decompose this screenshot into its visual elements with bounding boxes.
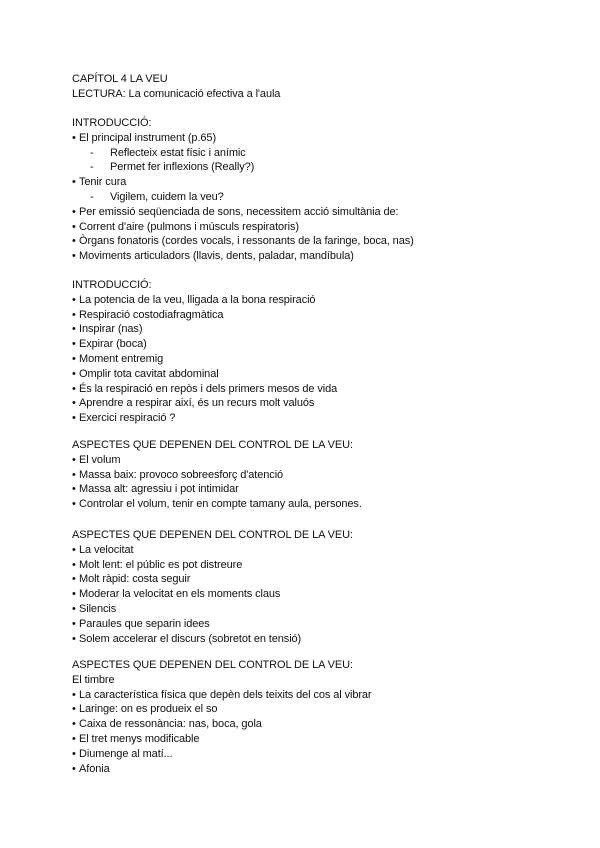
- item-text: Paraules que separin idees: [79, 618, 210, 630]
- item-text: Respiració costodiafragmàtica: [79, 309, 224, 321]
- list-item: [72, 249, 354, 263]
- bullet-marker: •: [72, 338, 76, 350]
- list-item: [72, 688, 371, 702]
- bullet-marker: •: [72, 454, 76, 466]
- list-item: [72, 352, 163, 366]
- item-text: Òrgans fonatoris (cordes vocals, i ressonants de la faringe, boca, nas): [79, 235, 414, 247]
- bullet-marker: •: [72, 368, 76, 380]
- item-text: Exercici respiració ?: [79, 412, 176, 424]
- sub-list-item: [90, 160, 255, 174]
- item-text: Expirar (boca): [79, 338, 147, 350]
- bullet-marker: •: [72, 323, 76, 335]
- bullet-marker: •: [72, 353, 76, 365]
- reading-title: LECTURA: La comunicació efectiva a l'aula: [72, 88, 281, 100]
- bullet-marker: •: [72, 309, 76, 321]
- list-item: [72, 234, 414, 248]
- section-heading: ASPECTES QUE DEPENEN DEL CONTROL DE LA VEU:: [72, 659, 353, 671]
- item-text: Molt lent: el públic es pot distreure: [79, 559, 243, 571]
- bullet-marker: •: [72, 176, 76, 188]
- bullet-marker: •: [72, 397, 76, 409]
- item-text: La característica física que depèn dels teixits del cos al vibrar: [79, 689, 372, 701]
- item-text: Caixa de ressonància: nas, boca, gola: [79, 718, 262, 730]
- list-item: [72, 220, 299, 234]
- list-item: [72, 702, 217, 716]
- bullet-marker: •: [72, 294, 76, 306]
- bullet-marker: •: [72, 383, 76, 395]
- bullet-marker: •: [72, 689, 76, 701]
- dash-marker: -: [90, 191, 94, 203]
- item-text: Diumenge al matí...: [79, 748, 173, 760]
- item-text: Tenir cura: [79, 176, 127, 188]
- item-text: Omplir tota cavitat abdominal: [79, 368, 219, 380]
- list-item: [72, 717, 262, 731]
- sub-list-item: [90, 190, 224, 204]
- list-item: [72, 497, 362, 511]
- item-text: Moderar la velocitat en els moments claus: [79, 588, 281, 600]
- sub-list-item: [90, 146, 246, 160]
- list-item: [72, 558, 242, 572]
- list-item: [72, 673, 115, 687]
- list-item: [72, 382, 337, 396]
- section-heading: ASPECTES QUE DEPENEN DEL CONTROL DE LA VEU:: [72, 529, 353, 541]
- bullet-marker: •: [72, 483, 76, 495]
- bullet-marker: •: [72, 733, 76, 745]
- list-item: [72, 747, 172, 761]
- bullet-marker: •: [72, 221, 76, 233]
- item-text: Corrent d'aire (pulmons i músculs respiratoris): [79, 221, 299, 233]
- list-item: [72, 322, 142, 336]
- list-item: [72, 572, 190, 586]
- bullet-marker: •: [72, 703, 76, 715]
- list-item: [72, 293, 315, 307]
- bullet-marker: •: [72, 469, 76, 481]
- item-text: Massa baix: provoco sobreesforç d'atenció: [79, 469, 284, 481]
- list-item: [72, 543, 133, 557]
- dash-marker: -: [90, 147, 94, 159]
- list-item: [72, 587, 280, 601]
- item-text: Controlar el volum, tenir en compte tamany aula, persones.: [79, 498, 362, 510]
- bullet-marker: •: [72, 763, 76, 775]
- item-text: Laringe: on es produeix el so: [79, 703, 218, 715]
- bullet-marker: •: [72, 633, 76, 645]
- item-text: La potencia de la veu, lligada a la bona respiració: [79, 294, 316, 306]
- list-item: [72, 396, 314, 410]
- bullet-marker: •: [72, 498, 76, 510]
- bullet-marker: •: [72, 718, 76, 730]
- section-heading: INTRODUCCIÓ:: [72, 117, 152, 129]
- list-item: [72, 131, 216, 145]
- bullet-marker: •: [72, 132, 76, 144]
- bullet-marker: •: [72, 618, 76, 630]
- item-text: Moviments articuladors (llavis, dents, paladar, mandíbula): [79, 250, 354, 262]
- item-text: És la respiració en repòs i dels primers mesos de vida: [79, 383, 338, 395]
- item-text: Afonia: [79, 763, 110, 775]
- list-item: [72, 453, 120, 467]
- item-text: El volum: [79, 454, 121, 466]
- list-item: [72, 617, 210, 631]
- list-item: [72, 367, 219, 381]
- item-text: Solem accelerar el discurs (sobretot en tensió): [79, 633, 302, 645]
- bullet-marker: •: [72, 544, 76, 556]
- bullet-marker: •: [72, 748, 76, 760]
- item-text: La velocitat: [79, 544, 134, 556]
- bullet-marker: •: [72, 235, 76, 247]
- item-text: El principal instrument (p.65): [79, 132, 217, 144]
- item-text: El timbre: [72, 674, 115, 686]
- item-text: Permet fer inflexions (Really?): [110, 161, 255, 173]
- bullet-marker: •: [72, 412, 76, 424]
- list-item: [72, 602, 116, 616]
- item-text: Molt ràpid: costa seguir: [79, 573, 191, 585]
- list-item: [72, 308, 223, 322]
- dash-marker: -: [90, 161, 94, 173]
- list-item: [72, 337, 147, 351]
- item-text: Moment entremig: [79, 353, 164, 365]
- bullet-marker: •: [72, 559, 76, 571]
- bullet-marker: •: [72, 603, 76, 615]
- item-text: Reflecteix estat físic i anímic: [110, 147, 246, 159]
- section-heading: ASPECTES QUE DEPENEN DEL CONTROL DE LA VEU:: [72, 439, 353, 451]
- list-item: [72, 482, 239, 496]
- section-heading: INTRODUCCIÓ:: [72, 279, 152, 291]
- list-item: [72, 732, 199, 746]
- item-text: Massa alt: agressiu i pot intimidar: [79, 483, 239, 495]
- item-text: Inspirar (nas): [79, 323, 143, 335]
- bullet-marker: •: [72, 573, 76, 585]
- item-text: Per emissió seqüenciada de sons, necessitem acció simultània de:: [79, 206, 399, 218]
- bullet-marker: •: [72, 206, 76, 218]
- chapter-title: CAPÍTOL 4 LA VEU: [72, 73, 168, 85]
- list-item: [72, 175, 126, 189]
- bullet-marker: •: [72, 250, 76, 262]
- list-item: [72, 632, 301, 646]
- list-item: [72, 468, 283, 482]
- item-text: El tret menys modificable: [79, 733, 200, 745]
- list-item: [72, 205, 399, 219]
- item-text: Aprendre a respirar així, és un recurs molt valuós: [79, 397, 315, 409]
- item-text: Vigilem, cuidem la veu?: [110, 191, 224, 203]
- list-item: [72, 411, 175, 425]
- item-text: Silencis: [79, 603, 117, 615]
- bullet-marker: •: [72, 588, 76, 600]
- list-item: [72, 762, 110, 776]
